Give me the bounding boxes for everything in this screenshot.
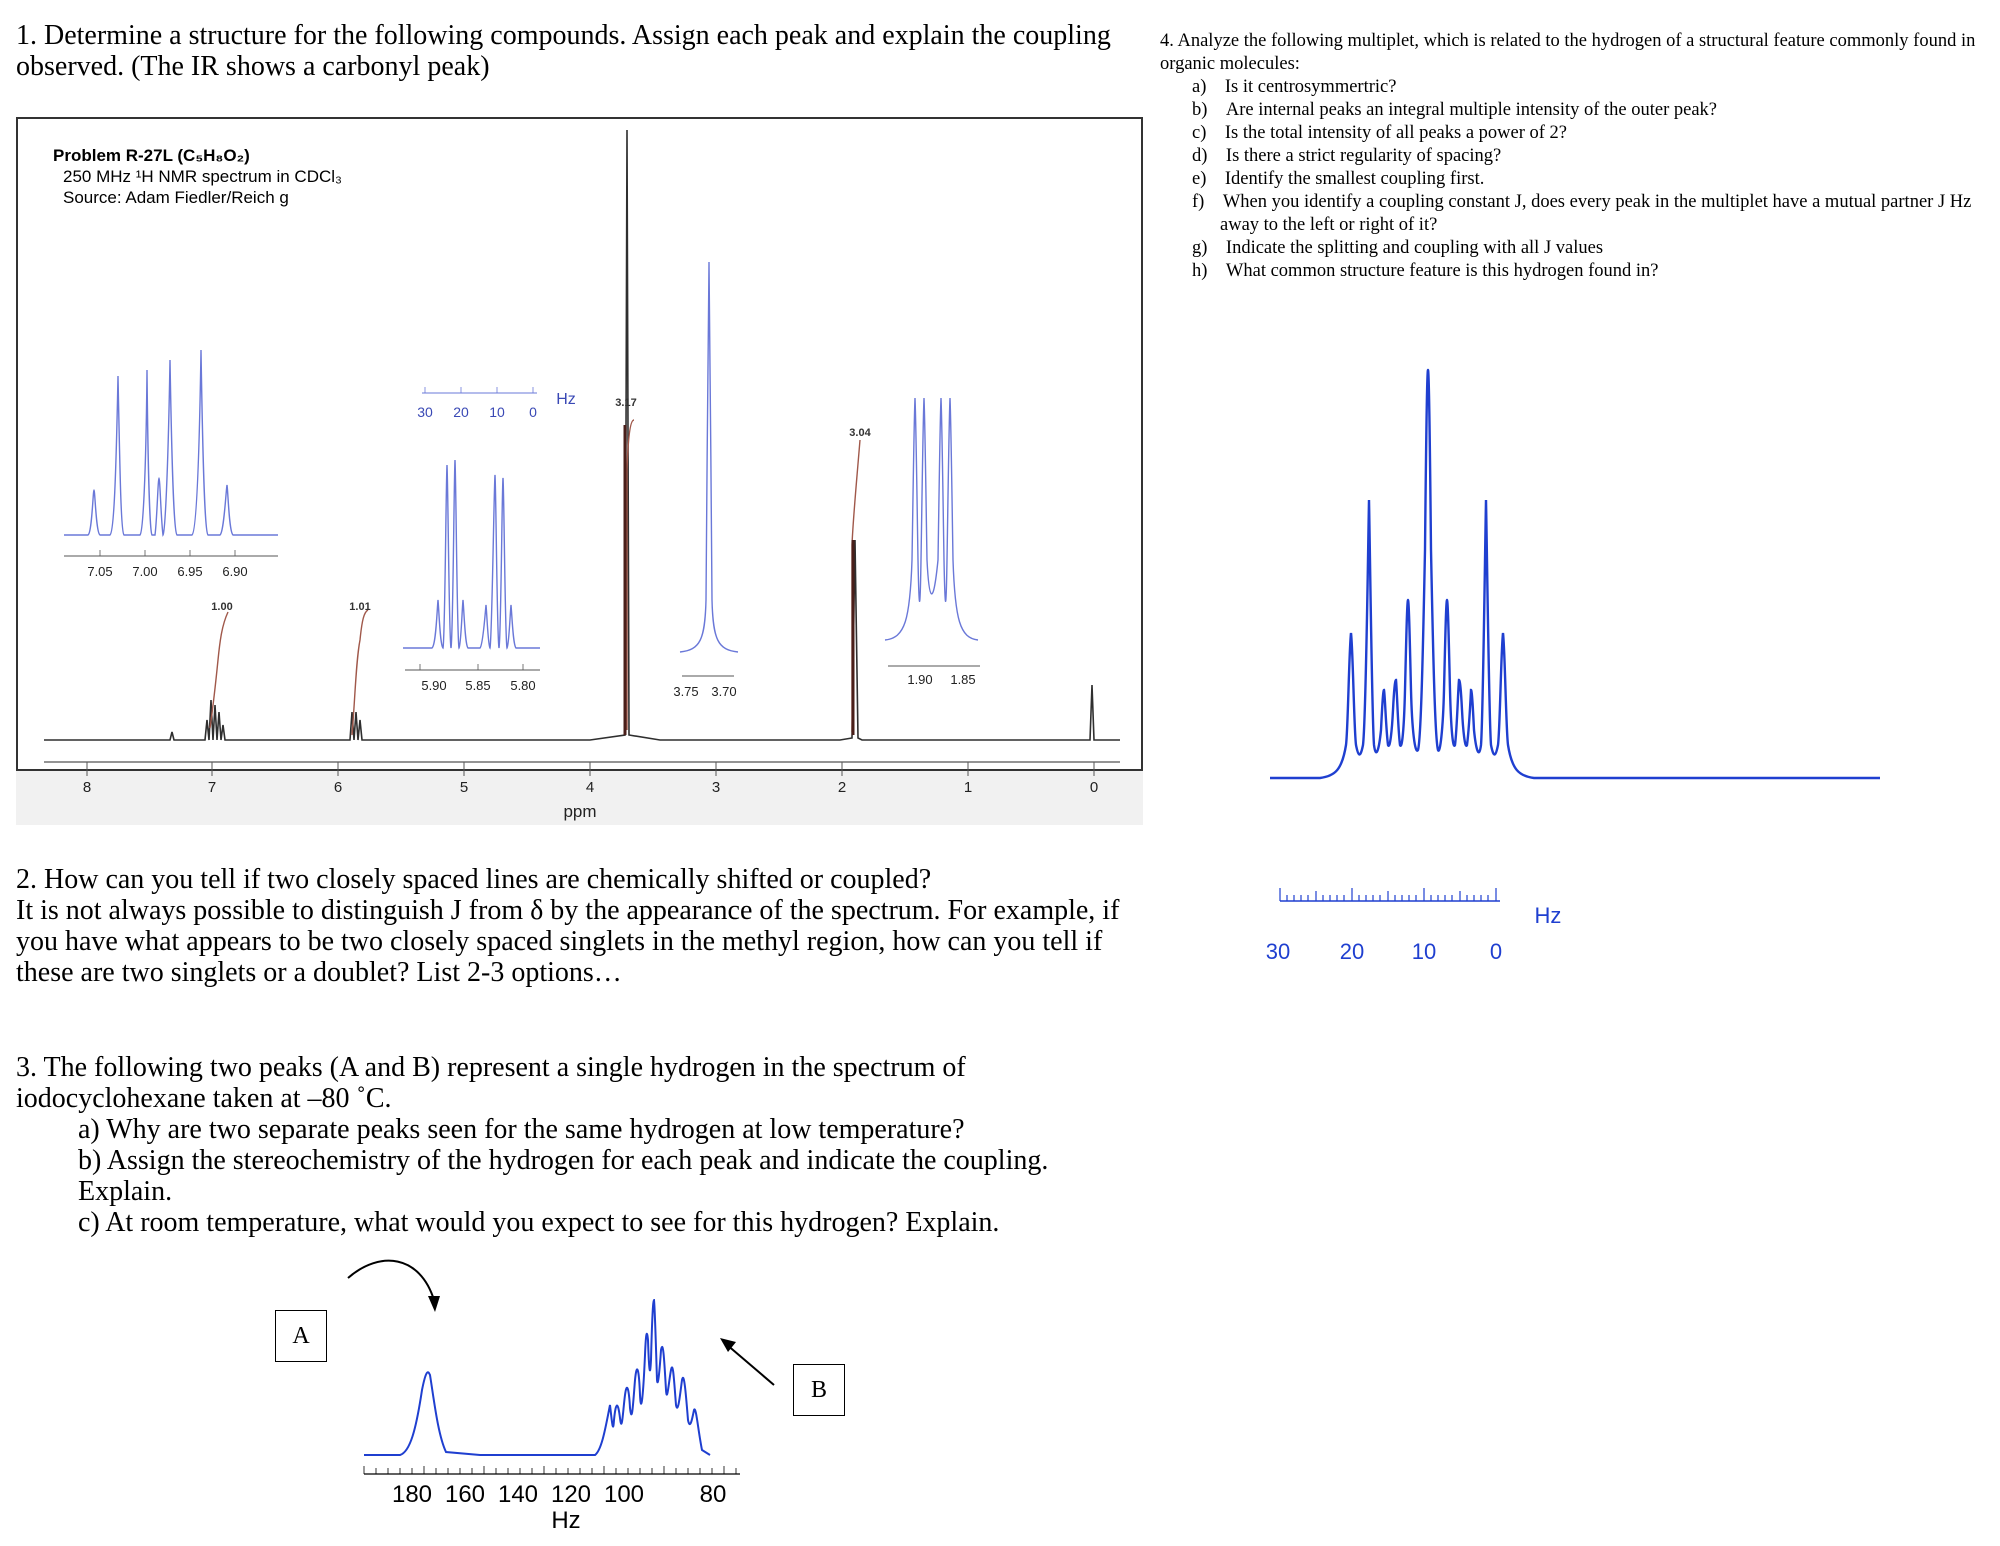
tick-label: 3 (711, 779, 721, 796)
tick-label: 7.00 (132, 564, 158, 579)
arrow-to-a (348, 1261, 434, 1300)
tick-label: 5.85 (465, 678, 491, 693)
inset-3-trace (680, 262, 738, 652)
tick-label: 20 (453, 404, 469, 420)
question-4-parts (1160, 76, 1990, 283)
tick-label: 3.75 (673, 684, 699, 699)
question-4-part: a) Is it centrosymmertric? (1192, 77, 1397, 97)
question-4-part: d) Is there a strict regularity of spacing? (1192, 146, 1502, 166)
q4-hz-unit: Hz (1534, 903, 1562, 928)
tick-label: 5.80 (510, 678, 536, 693)
hz-scale-ticks (425, 387, 533, 393)
q4-multiplet-trace (1270, 370, 1880, 778)
arrow-head-icon (428, 1296, 440, 1312)
question-2 (16, 864, 1146, 988)
tick-label: 20 (1339, 939, 1365, 964)
tick-label: 4 (585, 779, 595, 796)
integral-label: 3.17 (615, 397, 637, 409)
tick-label: 3.70 (711, 684, 737, 699)
tick-label: 120 (550, 1481, 592, 1508)
tick-label: 1.85 (950, 672, 976, 687)
question-4-title: 4. Analyze the following multiplet, which is related to the hydrogen of a structural feature commonly found in organic molecules: (1160, 31, 1976, 74)
hz-scale-labels (417, 391, 576, 420)
tick-label: 6 (333, 779, 343, 796)
tick-label: 2 (837, 779, 847, 796)
peak-b-label: B (793, 1364, 845, 1416)
main-trace (44, 130, 1120, 740)
main-axis-ticks (87, 762, 1094, 776)
q3-axis-label: Hz (551, 1507, 581, 1530)
q4-hz-tick-labels (1266, 903, 1562, 964)
tick-label: 30 (417, 404, 433, 420)
tick-label: 6.90 (222, 564, 248, 579)
question-3-title: 3. The following two peaks (A and B) represent a single hydrogen in the spectrum of iodocyclohexane taken at –80 ˚C. (16, 1052, 966, 1114)
peak-a-label: A (275, 1310, 327, 1362)
q4-hz-ticks (1280, 888, 1496, 901)
inset-4-tick-labels (907, 672, 975, 687)
question-2-body: It is not always possible to distinguish J from δ by the appearance of the spectrum. For example, if you have what appears to be two closely spaced singlets in the methyl region, how can you tell if these are two singlets or a doublet? List 2-3 options… (16, 895, 1120, 988)
integral-steps (625, 425, 853, 735)
question-4 (1160, 30, 1990, 283)
tick-label: 1 (963, 779, 973, 796)
question-4-part: g) Indicate the splitting and coupling with all J values (1192, 238, 1604, 258)
q3-spectrum-graphic (330, 1230, 790, 1530)
nmr-spectrum-graphic (0, 0, 1160, 830)
question-4-part: b) Are internal peaks an integral multiple intensity of the outer peak? (1192, 100, 1718, 120)
tick-label: 160 (444, 1481, 486, 1508)
question-4-part: e) Identify the smallest coupling first. (1192, 169, 1485, 189)
question-3-part-a: a) Why are two separate peaks seen for the same hydrogen at low temperature? (78, 1114, 965, 1145)
main-axis-tick-labels (83, 779, 1098, 796)
tick-label: 0 (529, 404, 537, 420)
tick-label: 5 (459, 779, 469, 796)
inset-2-trace (403, 460, 540, 648)
question-2-title: 2. How can you tell if two closely spaced lines are chemically shifted or coupled? (16, 864, 932, 895)
tick-label: 7.05 (87, 564, 113, 579)
tick-label: 140 (497, 1481, 539, 1508)
question-3 (16, 1052, 1146, 1238)
tick-label: 0 (1489, 939, 1503, 964)
inset-2-ticks (420, 664, 523, 670)
inset-2-tick-labels (421, 678, 535, 693)
spectrum-problem-id: Problem R-27L (C₅H₈O₂) (53, 146, 250, 165)
q3-trace (364, 1300, 710, 1455)
tick-label: 100 (603, 1481, 645, 1508)
inset-3-tick-labels (673, 684, 736, 699)
inset-4-trace (885, 398, 978, 640)
inset-1-ticks (100, 550, 235, 556)
inset-1-trace (64, 350, 278, 535)
question-4-part: h) What common structure feature is this hydrogen found in? (1192, 261, 1659, 281)
question-1-title: 1. Determine a structure for the following compounds. Assign each peak and explain the coupling observed. (The IR shows a carbonyl peak) (16, 20, 1111, 82)
tick-label: 30 (1265, 939, 1291, 964)
hz-scale-unit: Hz (556, 391, 576, 408)
arrow-to-b (726, 1344, 774, 1385)
spectrum-source: Source: Adam Fiedler/Reich g (63, 188, 289, 207)
integral-labels (211, 397, 871, 613)
integral-label: 1.00 (211, 601, 233, 613)
question-3-part-b: b) Assign the stereochemistry of the hydrogen for each peak and indicate the coupling. Explain. (78, 1145, 1049, 1207)
q3-axis-tick-labels (392, 1481, 726, 1508)
tick-label: 1.90 (907, 672, 933, 687)
tick-label: 5.90 (421, 678, 447, 693)
tick-label: 10 (489, 404, 505, 420)
tick-label: 80 (699, 1481, 727, 1508)
question-3-part-c: c) At room temperature, what would you expect to see for this hydrogen? Explain. (78, 1207, 1000, 1238)
tick-label: 180 (391, 1481, 433, 1508)
q3-axis-minor-ticks (364, 1466, 736, 1474)
integral-label: 1.01 (349, 601, 371, 613)
tick-label: 6.95 (177, 564, 203, 579)
integral-label: 3.04 (849, 427, 871, 439)
ppm-axis-label: ppm (563, 802, 597, 821)
spectrum-field: 250 MHz ¹H NMR spectrum in CDCl₃ (63, 167, 342, 186)
tick-label: 10 (1411, 939, 1437, 964)
tick-label: 8 (82, 779, 92, 796)
inset-1-tick-labels (87, 564, 247, 579)
question-4-part: c) Is the total intensity of all peaks a power of 2? (1192, 123, 1568, 143)
question-4-part: f) When you identify a coupling constant J, does every peak in the multiplet have a mutual partner J Hz away to the left or right of it? (1192, 192, 1972, 235)
tick-label: 7 (207, 779, 217, 796)
question-3-parts (16, 1114, 1146, 1238)
q4-multiplet-graphic (1260, 350, 1920, 980)
tick-label: 0 (1089, 779, 1099, 796)
